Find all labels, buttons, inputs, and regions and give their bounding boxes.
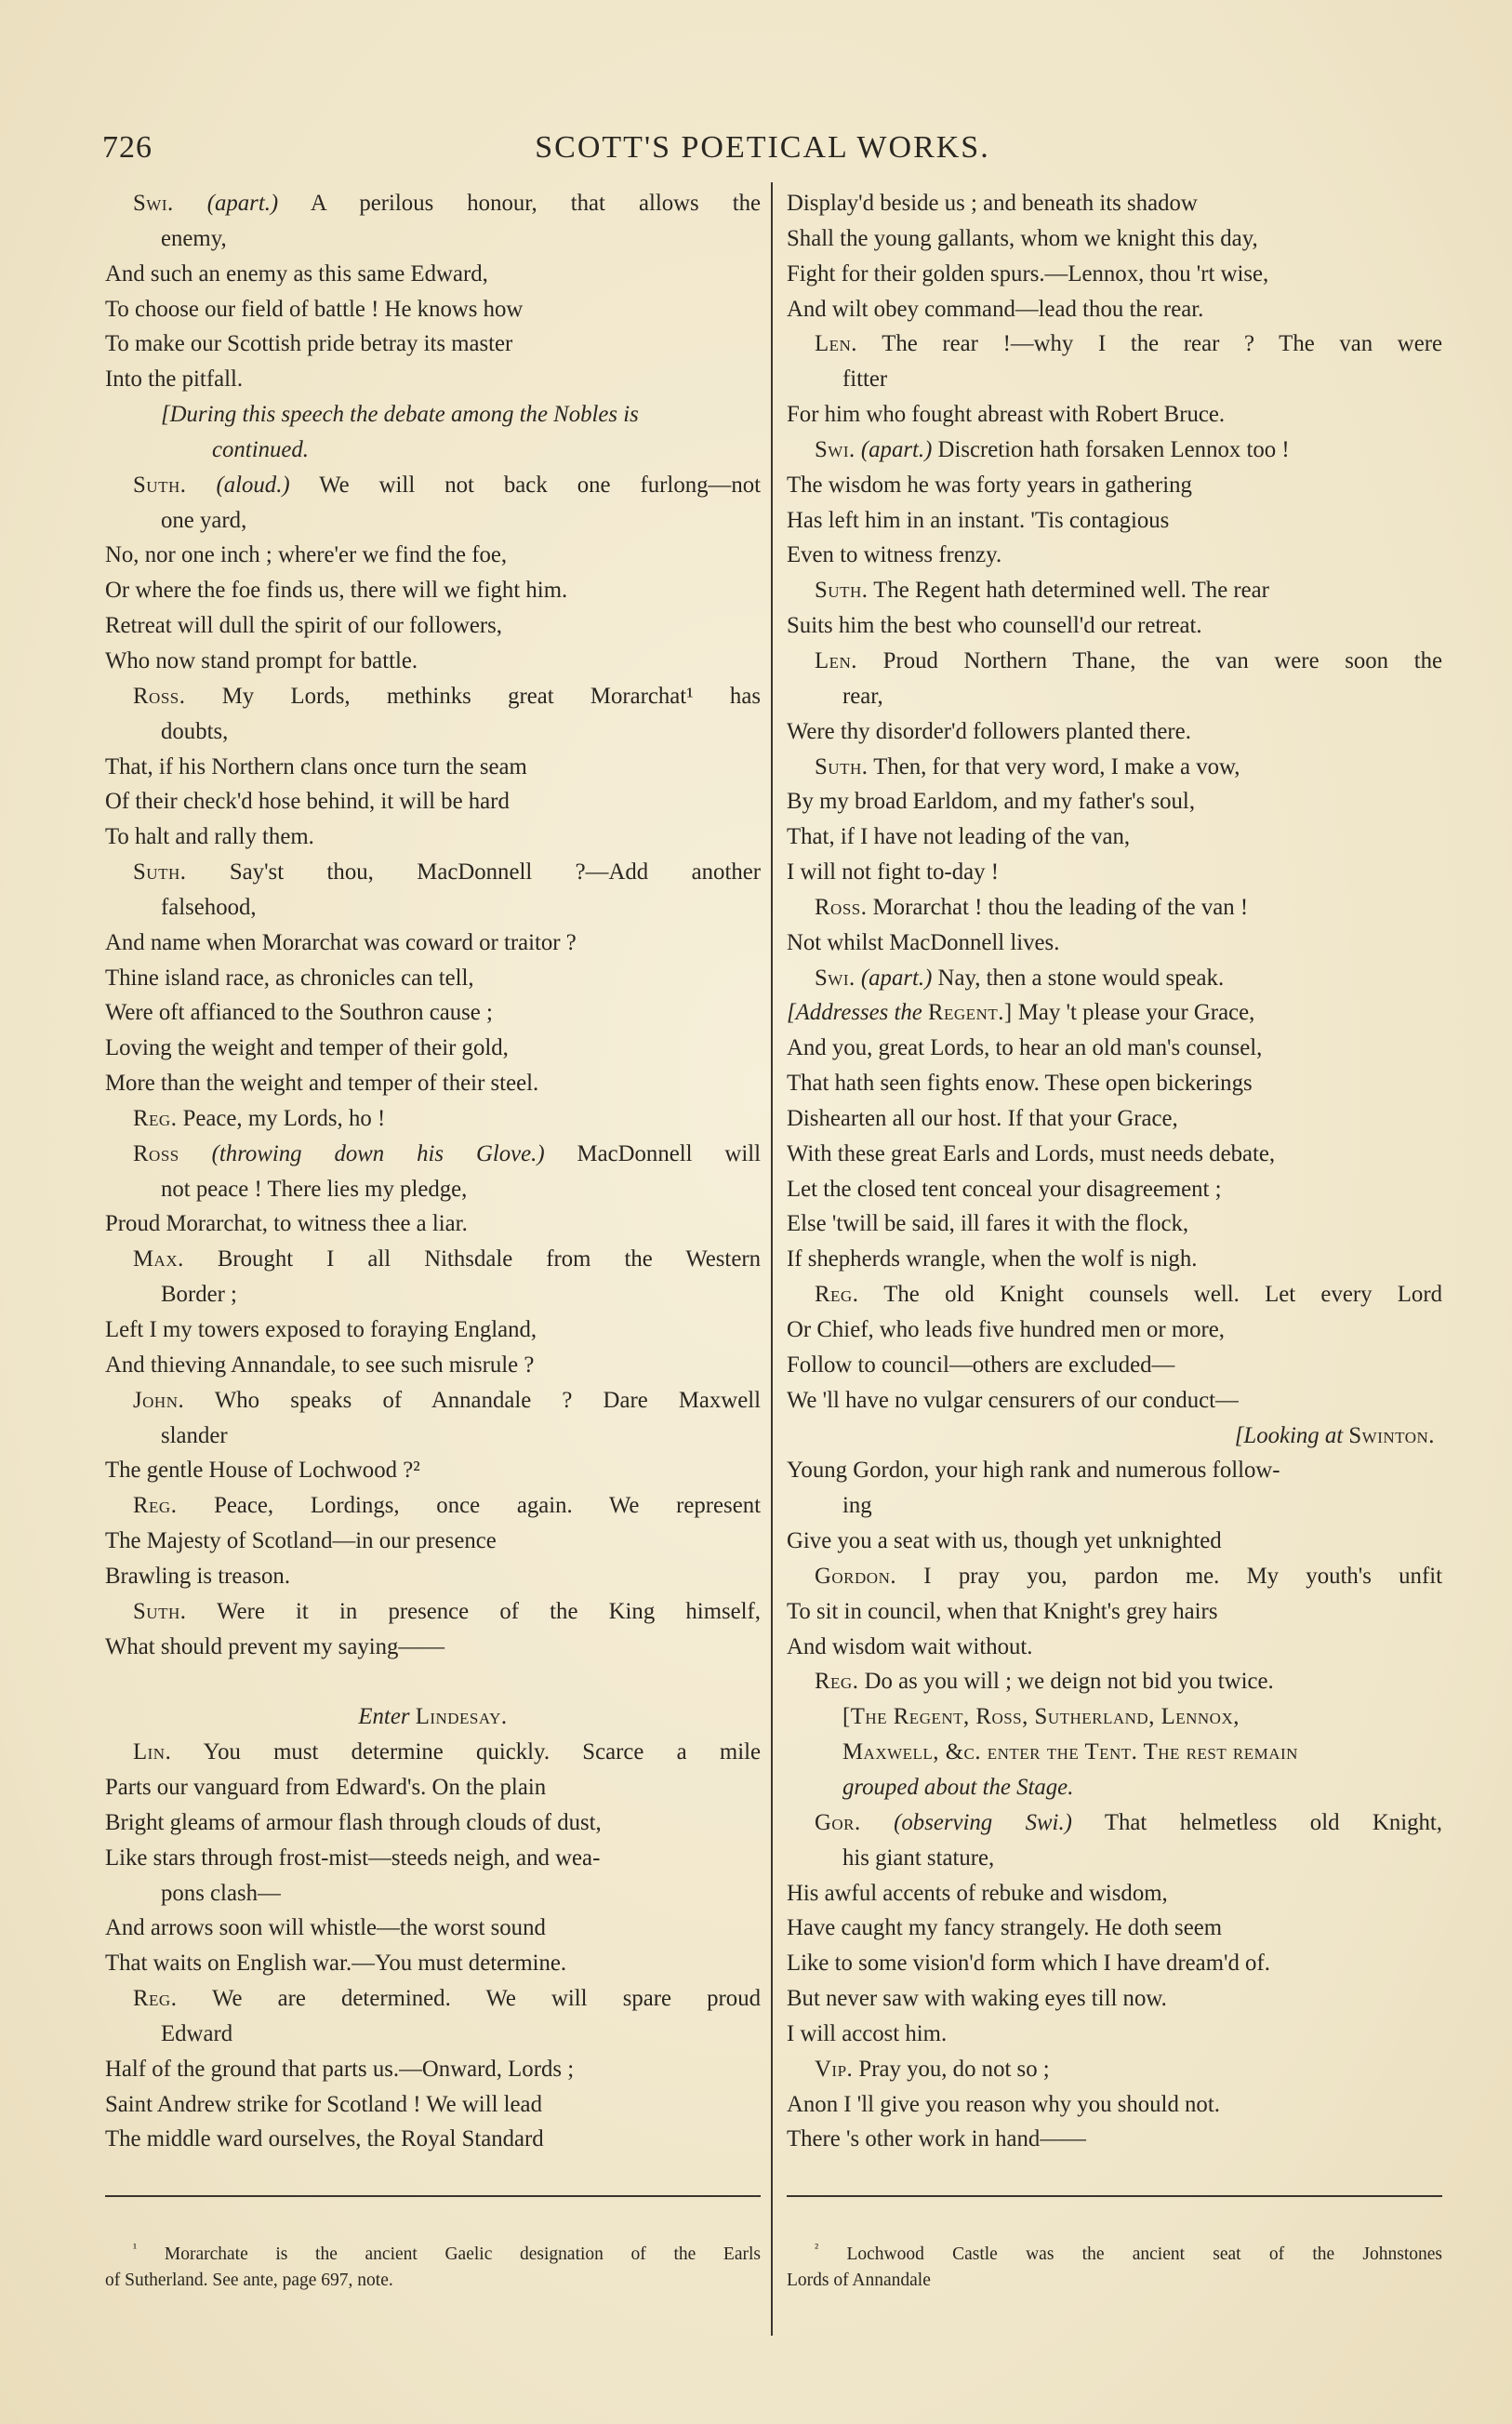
verse-continuation: [787, 1841, 1442, 1876]
verse-text: Thine island race, as chronicles can tell,: [105, 965, 474, 991]
verse-line: [105, 995, 761, 1031]
verse-text: More than the weight and temper of their steel.: [105, 1071, 539, 1097]
footnote-marker: ²: [815, 2242, 819, 2257]
footnote-text: of Sutherland. See ante, page 697, note.: [105, 2271, 393, 2290]
verse-text: Let the closed tent conceal your disagreement ;: [787, 1176, 1222, 1202]
verse-text: And name when Morarchat was coward or traitor ?: [105, 929, 577, 955]
verse-line: [105, 1911, 761, 1946]
verse-text: By my broad Earldom, and my father's soul,: [787, 789, 1196, 815]
verse-text: May 't please your Grace,: [1012, 1000, 1255, 1026]
speaker-name: Reg.: [815, 1669, 859, 1695]
speech-line: [105, 468, 761, 503]
speaker-name: Swi.: [133, 191, 174, 216]
verse-text: And wilt obey command—lead thou the rear.: [787, 296, 1204, 322]
verse-line: [105, 926, 761, 961]
footnote-rule-right: [787, 2195, 1442, 2197]
speaker-name: Suth.: [133, 859, 187, 886]
speaker-name: Vip.: [815, 2056, 854, 2082]
entrance-direction: [105, 1699, 761, 1735]
verse-line: [105, 1453, 761, 1488]
stanza-gap: [105, 1664, 761, 1699]
verse-text: We are determined. We will spare proud: [177, 1986, 761, 2012]
verse-text: To halt and rally them.: [105, 824, 314, 850]
verse-line: [787, 1242, 1442, 1277]
verse-text: Give you a seat with us, though yet unknighted: [787, 1528, 1222, 1554]
verse-text: We will not back one furlong—not: [289, 472, 761, 498]
verse-text: Say'st thou, MacDonnell ?—Add another: [186, 859, 761, 886]
speech-line: [105, 1383, 761, 1418]
verse-text: Has left him in an instant. 'Tis contagious: [787, 507, 1170, 533]
verse-text: Even to witness frenzy.: [787, 542, 1002, 568]
stage-direction-line: [787, 1418, 1442, 1454]
footnote-text: Lochwood Castle was the ancient seat of the Johnstones: [846, 2244, 1442, 2264]
speech-line: [105, 1594, 761, 1630]
verse-text: To make our Scottish pride betray its master: [105, 331, 513, 357]
verse-line: [787, 995, 1442, 1031]
verse-line: [787, 1383, 1442, 1418]
verse-continuation: [105, 503, 761, 539]
verse-text: MacDonnell will: [544, 1140, 761, 1166]
stage-direction: grouped about the Stage.: [842, 1774, 1074, 1800]
verse-text: Then, for that very word, I make a vow,: [868, 753, 1240, 779]
speaker-name: Reg.: [133, 1986, 178, 2012]
verse-line: [787, 1594, 1442, 1630]
footnote-marker: ¹: [133, 2242, 138, 2257]
verse-line: [105, 1805, 761, 1841]
verse-text: For him who fought abreast with Robert Bruce.: [787, 402, 1226, 428]
verse-continuation: [105, 890, 761, 926]
verse-line: [105, 326, 761, 362]
verse-text: And arrows soon will whistle—the worst sound: [105, 1915, 546, 1941]
left-column: [105, 186, 761, 2157]
verse-text: Retreat will dull the spirit of our followers,: [105, 613, 502, 639]
verse-line: [105, 2087, 761, 2123]
speaker-name: Regent.]: [927, 1000, 1013, 1026]
page-header: [102, 130, 1423, 177]
verse-text: I pray you, pardon me. My youth's unfit: [896, 1563, 1442, 1589]
verse-line: [105, 1630, 761, 1665]
verse-text: And wisdom wait without.: [787, 1633, 1033, 1659]
verse-text: Pray you, do not so ;: [853, 2056, 1050, 2082]
stage-direction-line: [787, 1770, 1442, 1805]
stage-direction-line: [105, 433, 761, 468]
verse-text: No, nor one inch ; where'er we find the foe,: [105, 542, 508, 568]
verse-continuation: [105, 1172, 761, 1207]
verse-line: [787, 926, 1442, 961]
speaker-name: Suth.: [815, 753, 869, 779]
verse-continuation: [105, 714, 761, 750]
speech-line: [787, 1277, 1442, 1312]
verse-text: pons clash—: [161, 1880, 281, 1906]
verse-line: [105, 644, 761, 679]
stage-direction-line: [787, 1735, 1442, 1770]
stage-direction: (aloud.): [216, 472, 290, 498]
verse-line: [787, 1630, 1442, 1665]
verse-text: I will not fight to-day !: [787, 859, 999, 886]
verse-text: A perilous honour, that allows the: [278, 191, 761, 216]
verse-line: [787, 1172, 1442, 1207]
verse-text: We 'll have no vulgar censurers of our conduct—: [787, 1387, 1239, 1413]
verse-text: To sit in council, when that Knight's grey hairs: [787, 1598, 1218, 1624]
verse-line: [105, 819, 761, 855]
verse-text: The middle ward ourselves, the Royal Standard: [105, 2126, 544, 2152]
stage-direction: (observing Swi.): [894, 1809, 1072, 1835]
verse-text: fitter: [842, 366, 888, 393]
verse-continuation: [787, 679, 1442, 714]
stage-direction: (apart.): [206, 191, 279, 216]
verse-text: Or Chief, who leads five hundred men or more,: [787, 1317, 1226, 1342]
verse-text: Were thy disorder'd followers planted there.: [787, 718, 1191, 744]
stage-direction: Maxwell, &c. enter the Tent. The rest remain: [842, 1739, 1298, 1765]
speech-line: [787, 961, 1442, 996]
speech-line: [105, 679, 761, 714]
verse-text: not peace ! There lies my pledge,: [161, 1176, 468, 1202]
verse-text: Or where the foe finds us, there will we fight him.: [105, 578, 568, 604]
verse-text: The gentle House of Lochwood ?²: [105, 1458, 420, 1484]
speech-line: [105, 1101, 761, 1137]
verse-line: [787, 2017, 1442, 2052]
stage-direction: [Addresses the: [787, 1000, 922, 1026]
verse-line: [105, 608, 761, 644]
verse-line: [787, 1348, 1442, 1383]
verse-line: [787, 503, 1442, 539]
speaker-name: Len.: [815, 331, 858, 357]
verse-text: Saint Andrew strike for Scotland ! We will lead: [105, 2091, 542, 2117]
verse-line: [787, 1946, 1442, 1981]
running-head: SCOTT'S POETICAL WORKS.: [535, 130, 990, 165]
speaker-name: Ross: [133, 1140, 179, 1166]
verse-line: [787, 221, 1442, 257]
speaker-name: Lin.: [133, 1739, 172, 1765]
verse-text: And thieving Annandale, to see such misrule ?: [105, 1352, 535, 1378]
verse-text: Not whilst MacDonnell lives.: [787, 929, 1060, 955]
verse-text: With these great Earls and Lords, must needs debate,: [787, 1140, 1276, 1166]
verse-line: [105, 1770, 761, 1805]
verse-line: [105, 961, 761, 996]
verse-line: [105, 1841, 761, 1876]
verse-text: Have caught my fancy strangely. He doth seem: [787, 1915, 1222, 1941]
speech-line: [105, 1735, 761, 1770]
verse-text: Like to some vision'd form which I have dream'd of.: [787, 1951, 1270, 1977]
speech-line: [787, 573, 1442, 608]
verse-text: Young Gordon, your high rank and numerous follow-: [787, 1458, 1280, 1484]
verse-line: [787, 1066, 1442, 1101]
verse-line: [787, 608, 1442, 644]
verse-line: [787, 819, 1442, 855]
verse-text: Anon I 'll give you reason why you should not.: [787, 2091, 1220, 2117]
speaker-name: Gor.: [815, 1809, 861, 1835]
verse-line: [787, 1206, 1442, 1242]
verse-text: That helmetless old Knight,: [1071, 1809, 1442, 1835]
footnote-1: [105, 2242, 761, 2294]
verse-text: There 's other work in hand——: [787, 2126, 1086, 2152]
verse-text: Peace, Lordings, once again. We represent: [177, 1493, 761, 1519]
verse-text: ing: [842, 1493, 872, 1519]
speaker-name: Ross.: [133, 683, 186, 709]
verse-line: [105, 1031, 761, 1066]
speaker-name: Suth.: [133, 472, 187, 498]
verse-line: [105, 573, 761, 608]
verse-line: [787, 2122, 1442, 2157]
verse-text: Into the pitfall.: [105, 366, 244, 393]
verse-text: His awful accents of rebuke and wisdom,: [787, 1880, 1168, 1906]
verse-line: [105, 1066, 761, 1101]
verse-line: [787, 855, 1442, 890]
verse-text: That, if I have not leading of the van,: [787, 824, 1131, 850]
verse-continuation: [787, 362, 1442, 397]
speaker-name: Reg.: [133, 1493, 178, 1519]
stage-direction: [Looking at: [1234, 1422, 1344, 1448]
verse-text: If shepherds wrangle, when the wolf is nigh.: [787, 1246, 1198, 1272]
verse-continuation: [105, 1876, 761, 1911]
verse-text: The Regent hath determined well. The rear: [868, 578, 1269, 604]
verse-line: [787, 2087, 1442, 2123]
verse-text: Brawling is treason.: [105, 1563, 291, 1589]
stage-direction: continued.: [212, 436, 309, 462]
verse-text: Like stars through frost-mist—steeds neigh, and wea-: [105, 1845, 601, 1871]
speaker-name: Swinton.: [1348, 1422, 1435, 1448]
verse-continuation: [105, 1418, 761, 1454]
verse-text: Parts our vanguard from Edward's. On the plain: [105, 1774, 547, 1800]
speaker-name: Len.: [815, 647, 858, 673]
verse-line: [105, 1312, 761, 1348]
speaker-name: Gordon.: [815, 1563, 897, 1589]
verse-continuation: [105, 1277, 761, 1312]
verse-text: That, if his Northern clans once turn the seam: [105, 753, 527, 779]
verse-text: The Majesty of Scotland—in our presence: [105, 1528, 497, 1554]
verse-line: [105, 257, 761, 292]
footnote-text: Lords of Annandale: [787, 2271, 931, 2290]
verse-line: [787, 784, 1442, 819]
verse-text: What should prevent my saying——: [105, 1633, 445, 1659]
verse-continuation: [105, 221, 761, 257]
right-column: [787, 186, 1442, 2157]
verse-line: [787, 1876, 1442, 1911]
speech-line: [787, 1559, 1442, 1594]
verse-text: Fight for their golden spurs.—Lennox, thou 'rt wise,: [787, 260, 1269, 286]
speaker-name: Suth.: [133, 1598, 187, 1624]
verse-line: [787, 1137, 1442, 1172]
verse-text: Shall the young gallants, whom we knight this day,: [787, 225, 1258, 251]
verse-line: [787, 186, 1442, 221]
verse-text: rear,: [842, 683, 883, 709]
verse-line: [787, 397, 1442, 433]
verse-text: Dishearten all our host. If that your Grace,: [787, 1105, 1178, 1131]
speech-line: [787, 1805, 1442, 1841]
verse-line: [105, 1348, 761, 1383]
verse-continuation: [105, 2017, 761, 2052]
verse-continuation: [787, 1488, 1442, 1524]
verse-line: [787, 1031, 1442, 1066]
verse-text: Left I my towers exposed to foraying England,: [105, 1317, 537, 1342]
speaker-name: Max.: [133, 1246, 184, 1272]
verse-text: The wisdom he was forty years in gathering: [787, 472, 1192, 498]
verse-text: Nay, then a stone would speak.: [932, 965, 1225, 991]
verse-text: The rear !—why I the rear ? The van were: [857, 331, 1442, 357]
verse-text: To choose our field of battle ! He knows how: [105, 296, 524, 322]
verse-line: [787, 538, 1442, 573]
speech-line: [105, 1137, 761, 1172]
speech-line: [787, 326, 1442, 362]
verse-text: Bright gleams of armour flash through clouds of dust,: [105, 1809, 602, 1835]
verse-text: Do as you will ; we deign not bid you twice.: [858, 1669, 1274, 1695]
speech-line: [105, 1242, 761, 1277]
verse-text: Display'd beside us ; and beneath its shadow: [787, 191, 1198, 216]
speaker-name: Reg.: [815, 1282, 859, 1308]
stage-direction: (apart.): [860, 965, 933, 991]
verse-text: Loving the weight and temper of their gold,: [105, 1035, 509, 1061]
verse-line: [787, 257, 1442, 292]
verse-line: [787, 714, 1442, 750]
verse-text: Who speaks of Annandale ? Dare Maxwell: [184, 1387, 761, 1413]
verse-line: [787, 1524, 1442, 1559]
speech-line: [105, 186, 761, 221]
verse-text: Brought I all Nithsdale from the Western: [183, 1246, 761, 1272]
verse-line: [787, 1312, 1442, 1348]
speech-line: [105, 1488, 761, 1524]
verse-text: Who now stand prompt for battle.: [105, 647, 418, 673]
verse-text: Half of the ground that parts us.—Onward, Lords ;: [105, 2056, 575, 2082]
stage-direction: [The Regent, Ross, Sutherland, Lennox,: [842, 1704, 1240, 1730]
verse-text: That waits on English war.—You must determine.: [105, 1951, 567, 1977]
speech-line: [787, 890, 1442, 926]
verse-text: enemy,: [161, 225, 227, 251]
stage-direction: Enter: [358, 1704, 410, 1730]
verse-text: My Lords, methinks great Morarchat¹ has: [185, 683, 761, 709]
speech-line: [105, 1981, 761, 2017]
verse-line: [787, 1101, 1442, 1137]
speech-line: [787, 750, 1442, 785]
verse-text: Peace, my Lords, ho !: [177, 1105, 386, 1131]
verse-line: [787, 292, 1442, 327]
verse-text: Of their check'd hose behind, it will be hard: [105, 789, 510, 815]
speaker-name: Suth.: [815, 578, 869, 604]
verse-text: falsehood,: [161, 894, 257, 920]
verse-text: doubts,: [161, 718, 229, 744]
speech-line: [787, 644, 1442, 679]
footnote-text: Morarchate is the ancient Gaelic designation of the Earls: [164, 2244, 761, 2264]
verse-text: Proud Northern Thane, the van were soon the: [857, 647, 1442, 673]
verse-text: Edward: [161, 2020, 233, 2046]
speaker-name: Reg.: [133, 1105, 178, 1131]
speech-line: [787, 2052, 1442, 2087]
speaker-name: Lindesay.: [415, 1704, 508, 1730]
footnote-2: [787, 2242, 1442, 2294]
verse-line: [105, 1524, 761, 1559]
speaker-name: Swi.: [815, 436, 855, 462]
verse-text: The old Knight counsels well. Let every Lord: [858, 1282, 1442, 1308]
speech-line: [787, 433, 1442, 468]
verse-line: [787, 1453, 1442, 1488]
verse-text: Suits him the best who counsell'd our retreat.: [787, 613, 1202, 639]
stage-direction: (apart.): [860, 436, 933, 462]
verse-text: Were oft affianced to the Southron cause ;: [105, 1000, 493, 1026]
verse-line: [105, 292, 761, 327]
page-number: 726: [102, 130, 153, 165]
speaker-name: Ross.: [815, 894, 868, 920]
verse-text: Proud Morarchat, to witness thee a liar.: [105, 1211, 468, 1237]
verse-line: [105, 1559, 761, 1594]
verse-line: [105, 538, 761, 573]
stage-direction: [During this speech the debate among the Nobles is: [161, 402, 639, 428]
verse-line: [787, 1911, 1442, 1946]
verse-text: Were it in presence of the King himself,: [186, 1598, 761, 1624]
verse-text: But never saw with waking eyes till now.: [787, 1986, 1167, 2012]
stage-direction: (throwing down his Glove.): [211, 1140, 545, 1166]
verse-line: [787, 1981, 1442, 2017]
verse-line: [105, 1946, 761, 1981]
speaker-name: Swi.: [815, 965, 855, 991]
verse-line: [105, 2052, 761, 2087]
verse-line: [105, 1206, 761, 1242]
verse-text: You must determine quickly. Scarce a mile: [171, 1739, 761, 1765]
verse-text: Morarchat ! thou the leading of the van !: [867, 894, 1249, 920]
speech-line: [787, 1664, 1442, 1699]
verse-line: [105, 362, 761, 397]
stage-direction-line: [787, 1699, 1442, 1735]
verse-text: slander: [161, 1422, 228, 1448]
stage-direction-line: [105, 397, 761, 433]
verse-text: Follow to council—others are excluded—: [787, 1352, 1175, 1378]
speech-line: [105, 855, 761, 890]
verse-text: Discretion hath forsaken Lennox too !: [932, 436, 1290, 462]
verse-line: [105, 750, 761, 785]
footnote-rule-left: [105, 2195, 761, 2197]
verse-text: I will accost him.: [787, 2020, 948, 2046]
verse-line: [787, 468, 1442, 503]
verse-text: his giant stature,: [842, 1845, 995, 1871]
speaker-name: John.: [133, 1387, 185, 1413]
verse-line: [105, 784, 761, 819]
verse-text: And such an enemy as this same Edward,: [105, 260, 488, 286]
verse-line: [105, 2122, 761, 2157]
verse-text: Else 'twill be said, ill fares it with the flock,: [787, 1211, 1189, 1237]
verse-text: one yard,: [161, 507, 247, 533]
verse-text: That hath seen fights enow. These open bickerings: [787, 1071, 1253, 1097]
verse-text: And you, great Lords, to hear an old man's counsel,: [787, 1035, 1263, 1061]
column-divider: [771, 182, 773, 2336]
verse-text: Border ;: [161, 1282, 237, 1308]
